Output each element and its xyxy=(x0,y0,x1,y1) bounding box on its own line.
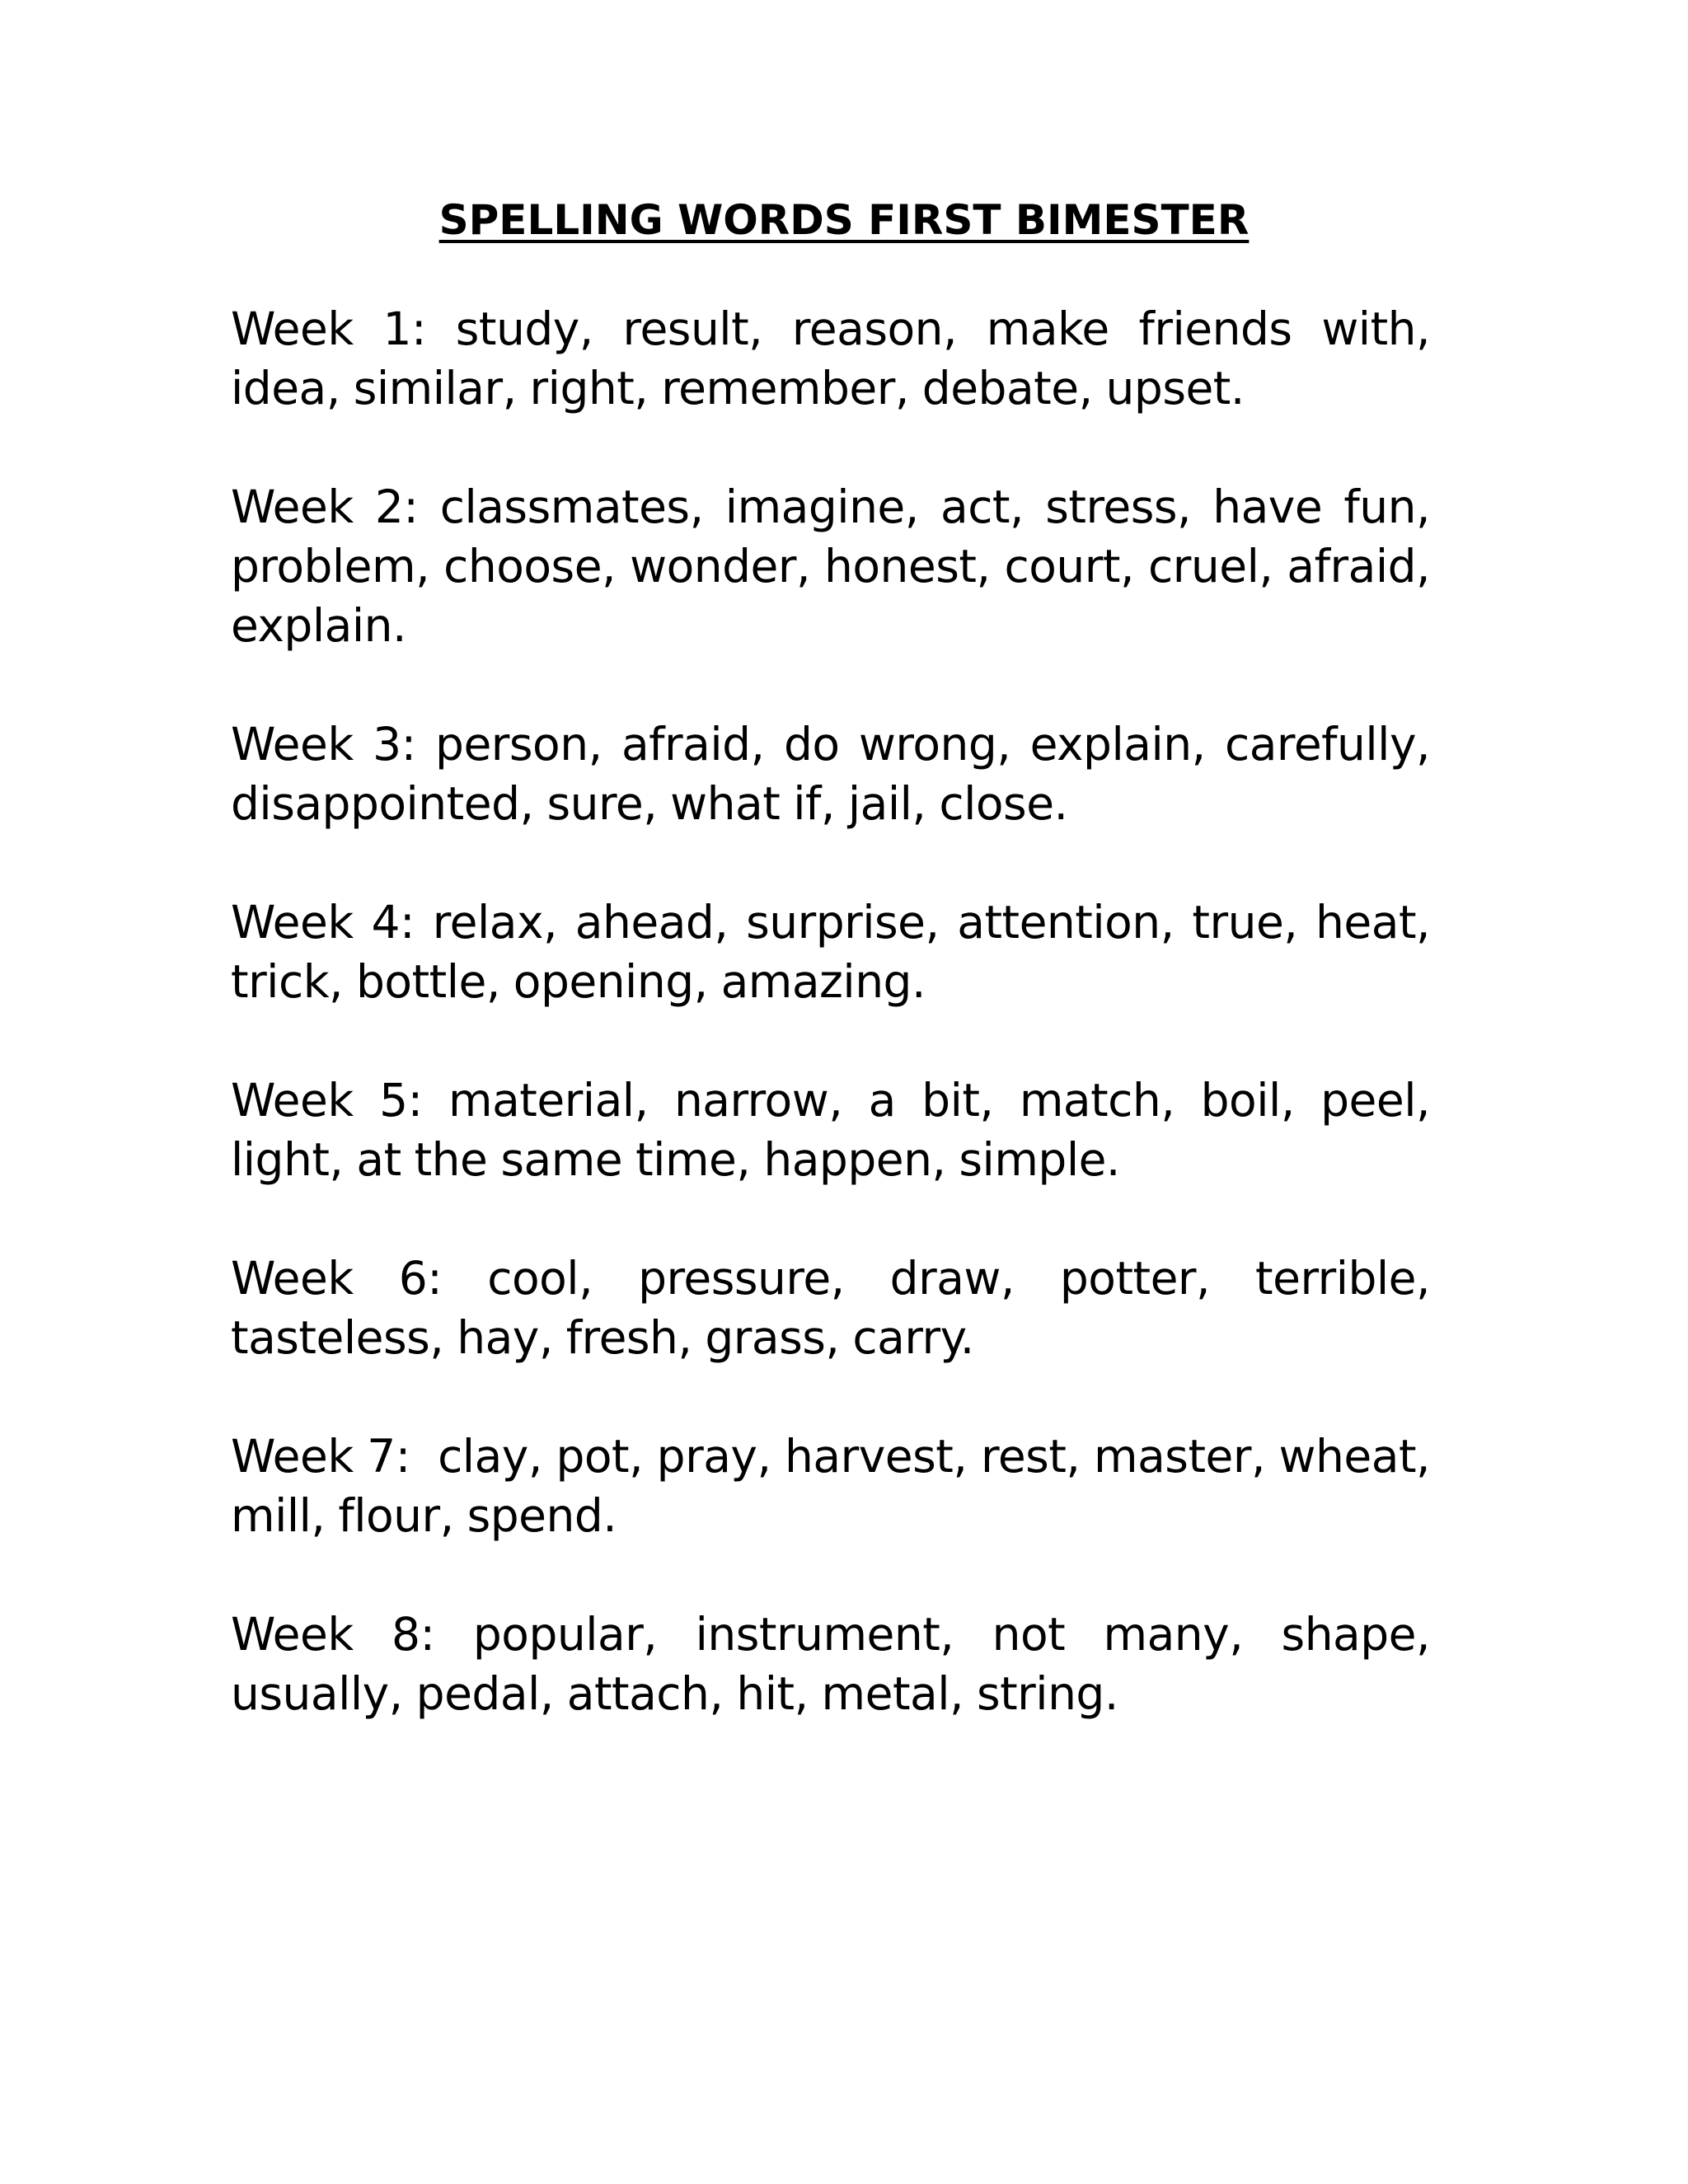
week-3-paragraph: Week 3: person, afraid, do wrong, explain, carefully, disappointed, sure, what if, jail, close. xyxy=(231,718,1430,830)
week-2-paragraph: Week 2: classmates, imagine, act, stress, have fun, problem, choose, wonder, honest, court, cruel, afraid, explain. xyxy=(231,480,1430,652)
week-list xyxy=(231,299,1443,1723)
week-7-paragraph: Week 7: clay, pot, pray, harvest, rest, master, wheat, mill, flour, spend. xyxy=(231,1430,1443,1542)
week-1-paragraph: Week 1: study, result, reason, make friends with, idea, similar, right, remember, debate, upset. xyxy=(231,302,1430,415)
week-5-paragraph: Week 5: material, narrow, a bit, match, boil, peel, light, at the same time, happen, simple. xyxy=(231,1074,1430,1186)
week-6-paragraph: Week 6: cool, pressure, draw, potter, terrible, tasteless, hay, fresh, grass, carry. xyxy=(231,1252,1430,1364)
document-title: SPELLING WORDS FIRST BIMESTER xyxy=(438,196,1250,244)
week-4-paragraph: Week 4: relax, ahead, surprise, attention, true, heat, trick, bottle, opening, amazing. xyxy=(231,896,1430,1008)
week-8-paragraph: Week 8: popular, instrument, not many, shape, usually, pedal, attach, hit, metal, string. xyxy=(231,1608,1430,1720)
